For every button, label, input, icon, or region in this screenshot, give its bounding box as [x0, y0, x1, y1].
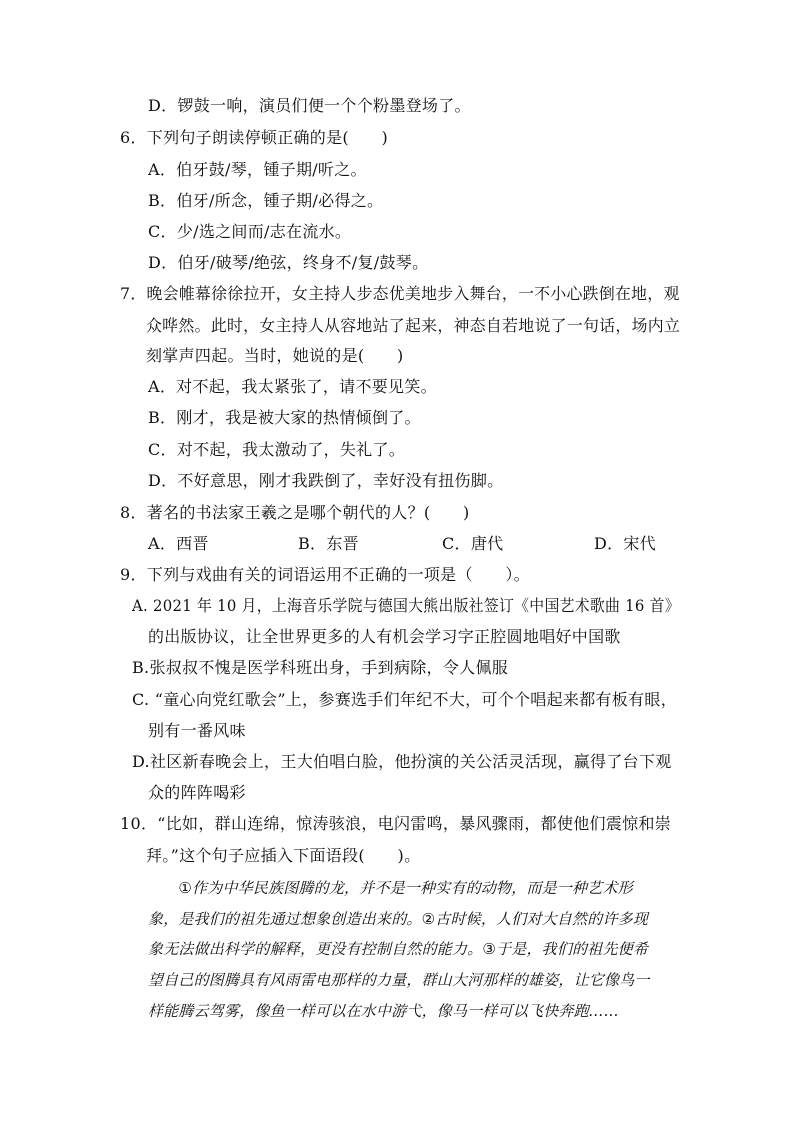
q8-option-d: D．宋代 [594, 534, 657, 553]
q7-option-b: B．刚才，我是被大家的热情倾倒了。 [148, 408, 421, 427]
q9-option-c-line-2: 别有一番风味 [148, 721, 246, 740]
q9-option-d-line-1: D.社区新春晚会上，王大伯唱白脸，他扮演的关公活灵活现，赢得了台下观 [132, 752, 672, 771]
q6-option-a: A．伯牙鼓/琴，锺子期/听之。 [148, 160, 367, 179]
q7-stem-line-1: 7．晚会帷幕徐徐拉开，女主持人步态优美地步入舞台，一不小心跌倒在地，观 [120, 284, 680, 303]
q10-stem-line-2: 拜。”这个句子应插入下面语段( )。 [146, 846, 421, 865]
q6-option-c: C．少/选之间而/志在流水。 [148, 222, 352, 241]
q8-option-a: A．西晋 [148, 534, 209, 553]
q10-passage-line-4: 望自己的图腾具有风雨雷电那样的力量，群山大河那样的雄姿，让它像鸟一 [148, 971, 650, 989]
q9-option-d-line-2: 众的阵阵喝彩 [148, 783, 246, 802]
q10-passage-line-5: 样能腾云驾雾，像鱼一样可以在水中游弋，像马一样可以飞快奔跑…… [148, 1002, 620, 1020]
q7-option-a: A．对不起，我太紧张了，请不要见笑。 [148, 377, 437, 396]
q6-option-b: B．伯牙/所念，锺子期/必得之。 [148, 191, 384, 210]
q7-stem-line-2: 众哗然。此时，女主持人从容地站了起来，神态自若地说了一句话，场内立 [146, 316, 681, 335]
q9-option-b: B.张叔叔不愧是医学科班出身，手到病除，令人佩服 [132, 658, 509, 677]
q7-option-c: C．对不起，我太激动了，失礼了。 [148, 440, 406, 459]
q10-passage-line-1: ①作为中华民族图腾的龙，并不是一种实有的动物，而是一种艺术形 [148, 879, 633, 897]
q10-passage-line-3: 象无法做出科学的解释，更没有控制自然的能力。③于是，我们的祖先便希 [148, 940, 649, 958]
q7-stem-line-3: 刻掌声四起。当时，她说的是( ) [146, 346, 404, 365]
q5-option-d: D．锣鼓一响，演员们便一个个粉墨登场了。 [148, 96, 471, 115]
q9-option-c-line-1: C. “童心向党红歌会”上，参赛选手们年纪不大，可个个唱起来都有板有眼， [132, 690, 678, 709]
q8-option-b: B．东晋 [298, 534, 359, 553]
q7-option-d: D．不好意思，刚才我跌倒了，幸好没有扭伤脚。 [148, 471, 504, 490]
q6-option-d: D．伯牙/破琴/绝弦，终身不/复/鼓琴。 [148, 253, 429, 272]
q9-option-a-line-1: A. 2021 年 10 月，上海音乐学院与德国大熊出版社签订《中国艺术歌曲 16 首》 [132, 596, 680, 615]
q8-stem: 8．著名的书法家王羲之是哪个朝代的人？( ) [120, 503, 470, 522]
q6-stem: 6．下列句子朗读停顿正确的是( ) [120, 128, 389, 147]
q8-option-c: C．唐代 [442, 534, 504, 553]
q9-stem: 9．下列与戏曲有关的词语运用不正确的一项是（ ）。 [120, 565, 530, 584]
q10-stem-line-1: 10．“比如，群山连绵，惊涛骇浪，电闪雷鸣，暴风骤雨，都使他们震惊和崇 [120, 814, 672, 833]
q9-option-a-line-2: 的出版协议，让全世界更多的人有机会学习字正腔圆地唱好中国歌 [148, 627, 621, 646]
q10-passage-line-2: 象，是我们的祖先通过想象创造出来的。②古时候，人们对大自然的许多现 [148, 910, 649, 928]
